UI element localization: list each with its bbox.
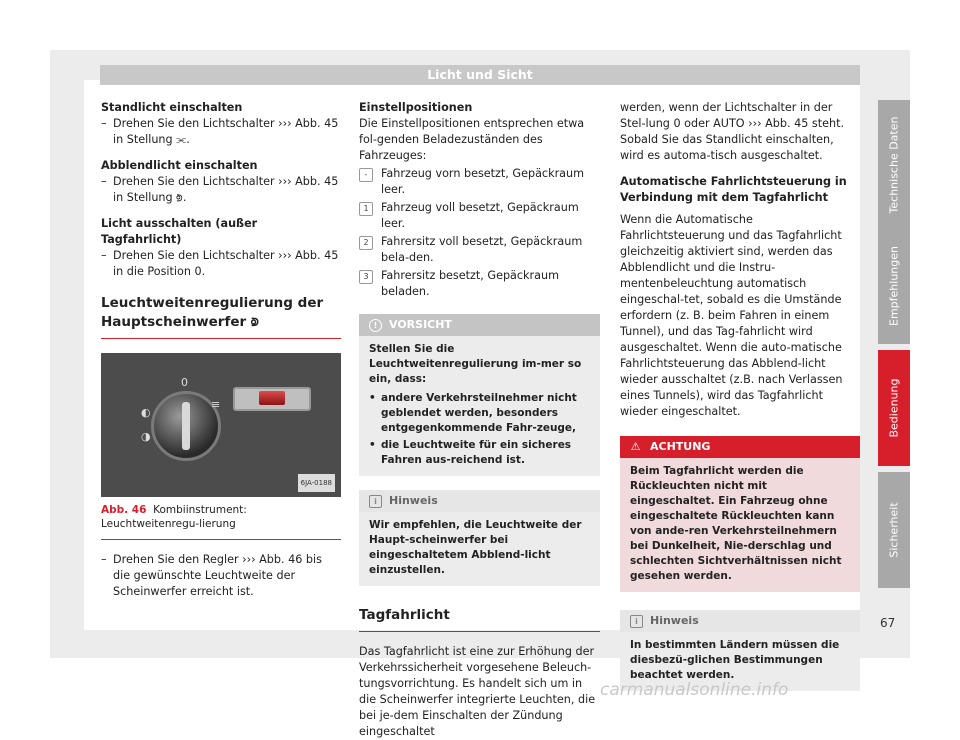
headlight-range-icon: ⟄ xyxy=(250,314,259,330)
tab-bedienung[interactable]: Bedienung xyxy=(878,350,910,466)
column-3 xyxy=(620,100,860,691)
einstell-intro: Die Einstellpositionen entsprechen etwa fol-genden Beladezuständen des Fahrzeuges: xyxy=(359,117,585,162)
tab-technische-daten[interactable]: Technische Daten xyxy=(878,100,910,230)
regler-step: – Drehen Sie den Regler ››› Abb. 46 bis die gewünschte Leuchtweite der Scheinwerfer erreicht ist. xyxy=(101,553,322,598)
dashboard-photo: ◐ ◑ 0 ≡ 6JA-0188 xyxy=(101,353,341,497)
abblend-step: – Drehen Sie den Lichtschalter ››› Abb. 45 in Stellung ⟄. xyxy=(101,175,339,204)
page-header: Licht und Sicht xyxy=(100,65,860,85)
standlicht-heading: Standlicht einschalten xyxy=(101,101,243,114)
tab-empfehlungen[interactable]: Empfehlungen xyxy=(878,228,910,344)
position-item: - Fahrzeug vorn besetzt, Gepäckraum leer. xyxy=(359,166,600,198)
tab-sicherheit[interactable]: Sicherheit xyxy=(878,472,910,588)
range-wheel-image xyxy=(233,387,311,411)
einstell-heading: Einstellpositionen xyxy=(359,101,473,114)
achtung-box: ⚠ ACHTUNG Beim Tagfahrlicht werden die Rückleuchten nicht mit eingeschaltet. Ein Fahrzeug ohne eingeschaltete Rückleuchten kann von ande-ren Verkehrsteilnehmern bei Dunkelheit, Nie-derschlag und schlechten Sichtverhältnissen nicht gesehen werden. xyxy=(620,436,860,592)
figure-caption: Abb. 46 Kombiinstrument: Leuchtweitenregu-lierung xyxy=(101,503,341,540)
tagfahr-paragraph: Das Tagfahrlicht ist eine zur Erhöhung der Verkehrssicherheit vorgesehene Beleuch-tungsvorrichtung. Es handelt sich um in die Scheinwerfer integrierte Leuchten, die bei je-dem Einschalten der Zündung eingeschaltet xyxy=(359,645,596,738)
warning-icon: ⚠ xyxy=(630,440,641,453)
hinweis-box: i Hinweis Wir empfehlen, die Leuchtweite der Haupt-scheinwerfer bei eingeschaltetem Abblend-licht einzustellen. xyxy=(359,490,600,586)
watermark: carmanualsonline.info xyxy=(600,680,789,700)
column-2 xyxy=(359,100,600,740)
column-1 xyxy=(101,100,341,600)
info-icon: i xyxy=(369,495,382,508)
aus-heading: Licht ausschalten (außer Tagfahrlicht) xyxy=(101,217,258,246)
position-item: 1 Fahrzeug voll besetzt, Gepäckraum leer. xyxy=(359,200,600,232)
section-title-tagfahrlicht: Tagfahrlicht xyxy=(359,606,600,632)
auto-heading: Automatische Fahrlichtsteuerung in Verbindung mit dem Tagfahrlicht xyxy=(620,175,847,204)
continued-paragraph: werden, wenn der Lichtschalter in der Stel-lung 0 oder AUTO ››› Abb. 45 steht. Sobald Sie das Standlicht einschalten, wird es automa-tisch ausgeschaltet. xyxy=(620,101,845,162)
info-icon: i xyxy=(630,615,643,628)
section-title-leuchtweite: Leuchtweitenregulierung der Hauptscheinwerfer ⟄ xyxy=(101,294,341,339)
position-item: 3 Fahrersitz besetzt, Gepäckraum beladen. xyxy=(359,268,600,300)
aus-step: – Drehen Sie den Lichtschalter ››› Abb. 45 in die Position 0. xyxy=(101,249,339,278)
page-number: 67 xyxy=(880,616,896,630)
fog-light-icon: ◐ xyxy=(141,406,151,419)
standlicht-step: – Drehen Sie den Lichtschalter ››› Abb. 45 in Stellung ⫘. xyxy=(101,117,339,146)
rear-fog-icon: ◑ xyxy=(141,430,151,443)
photo-tag: 6JA-0188 xyxy=(298,474,335,492)
abblend-heading: Abblendlicht einschalten xyxy=(101,159,258,172)
caution-icon: ! xyxy=(369,319,382,332)
hinweis-box-2: i Hinweis In bestimmten Ländern müssen die diesbezü-glichen Bestimmungen beachtet werden. xyxy=(620,610,860,691)
auto-paragraph: Wenn die Automatische Fahrlichtsteuerung und das Tagfahrlicht gleichzeitig aktiviert sind, werden das Abblendlicht und die Instru-mentenbeleuchtung automatisch eingeschal-tet, sobald es die Umstände erfordern (z. B. beim Fahren in einem Tunnel), und das Tag-fahrlicht wird ausgeschaltet. Wenn die auto-matische Fahrlichtsteuerung das Abblend-licht wieder ausschaltet (z.B. nach Verlassen eines Tunnels), wird das Tagfahrlicht wieder eingeschaltet. xyxy=(620,213,843,418)
vorsicht-box: ! VORSICHT Stellen Sie die Leuchtweitenregulierung im-mer so ein, dass: • andere Verkehrsteilnehmer nicht geblendet werden, besonders entgegenkommende Fahr-zeuge, • die Leuchtweite für ein sicheres Fahren aus-reichend ist. xyxy=(359,314,600,476)
position-item: 2 Fahrersitz voll besetzt, Gepäckraum bela-den. xyxy=(359,234,600,266)
